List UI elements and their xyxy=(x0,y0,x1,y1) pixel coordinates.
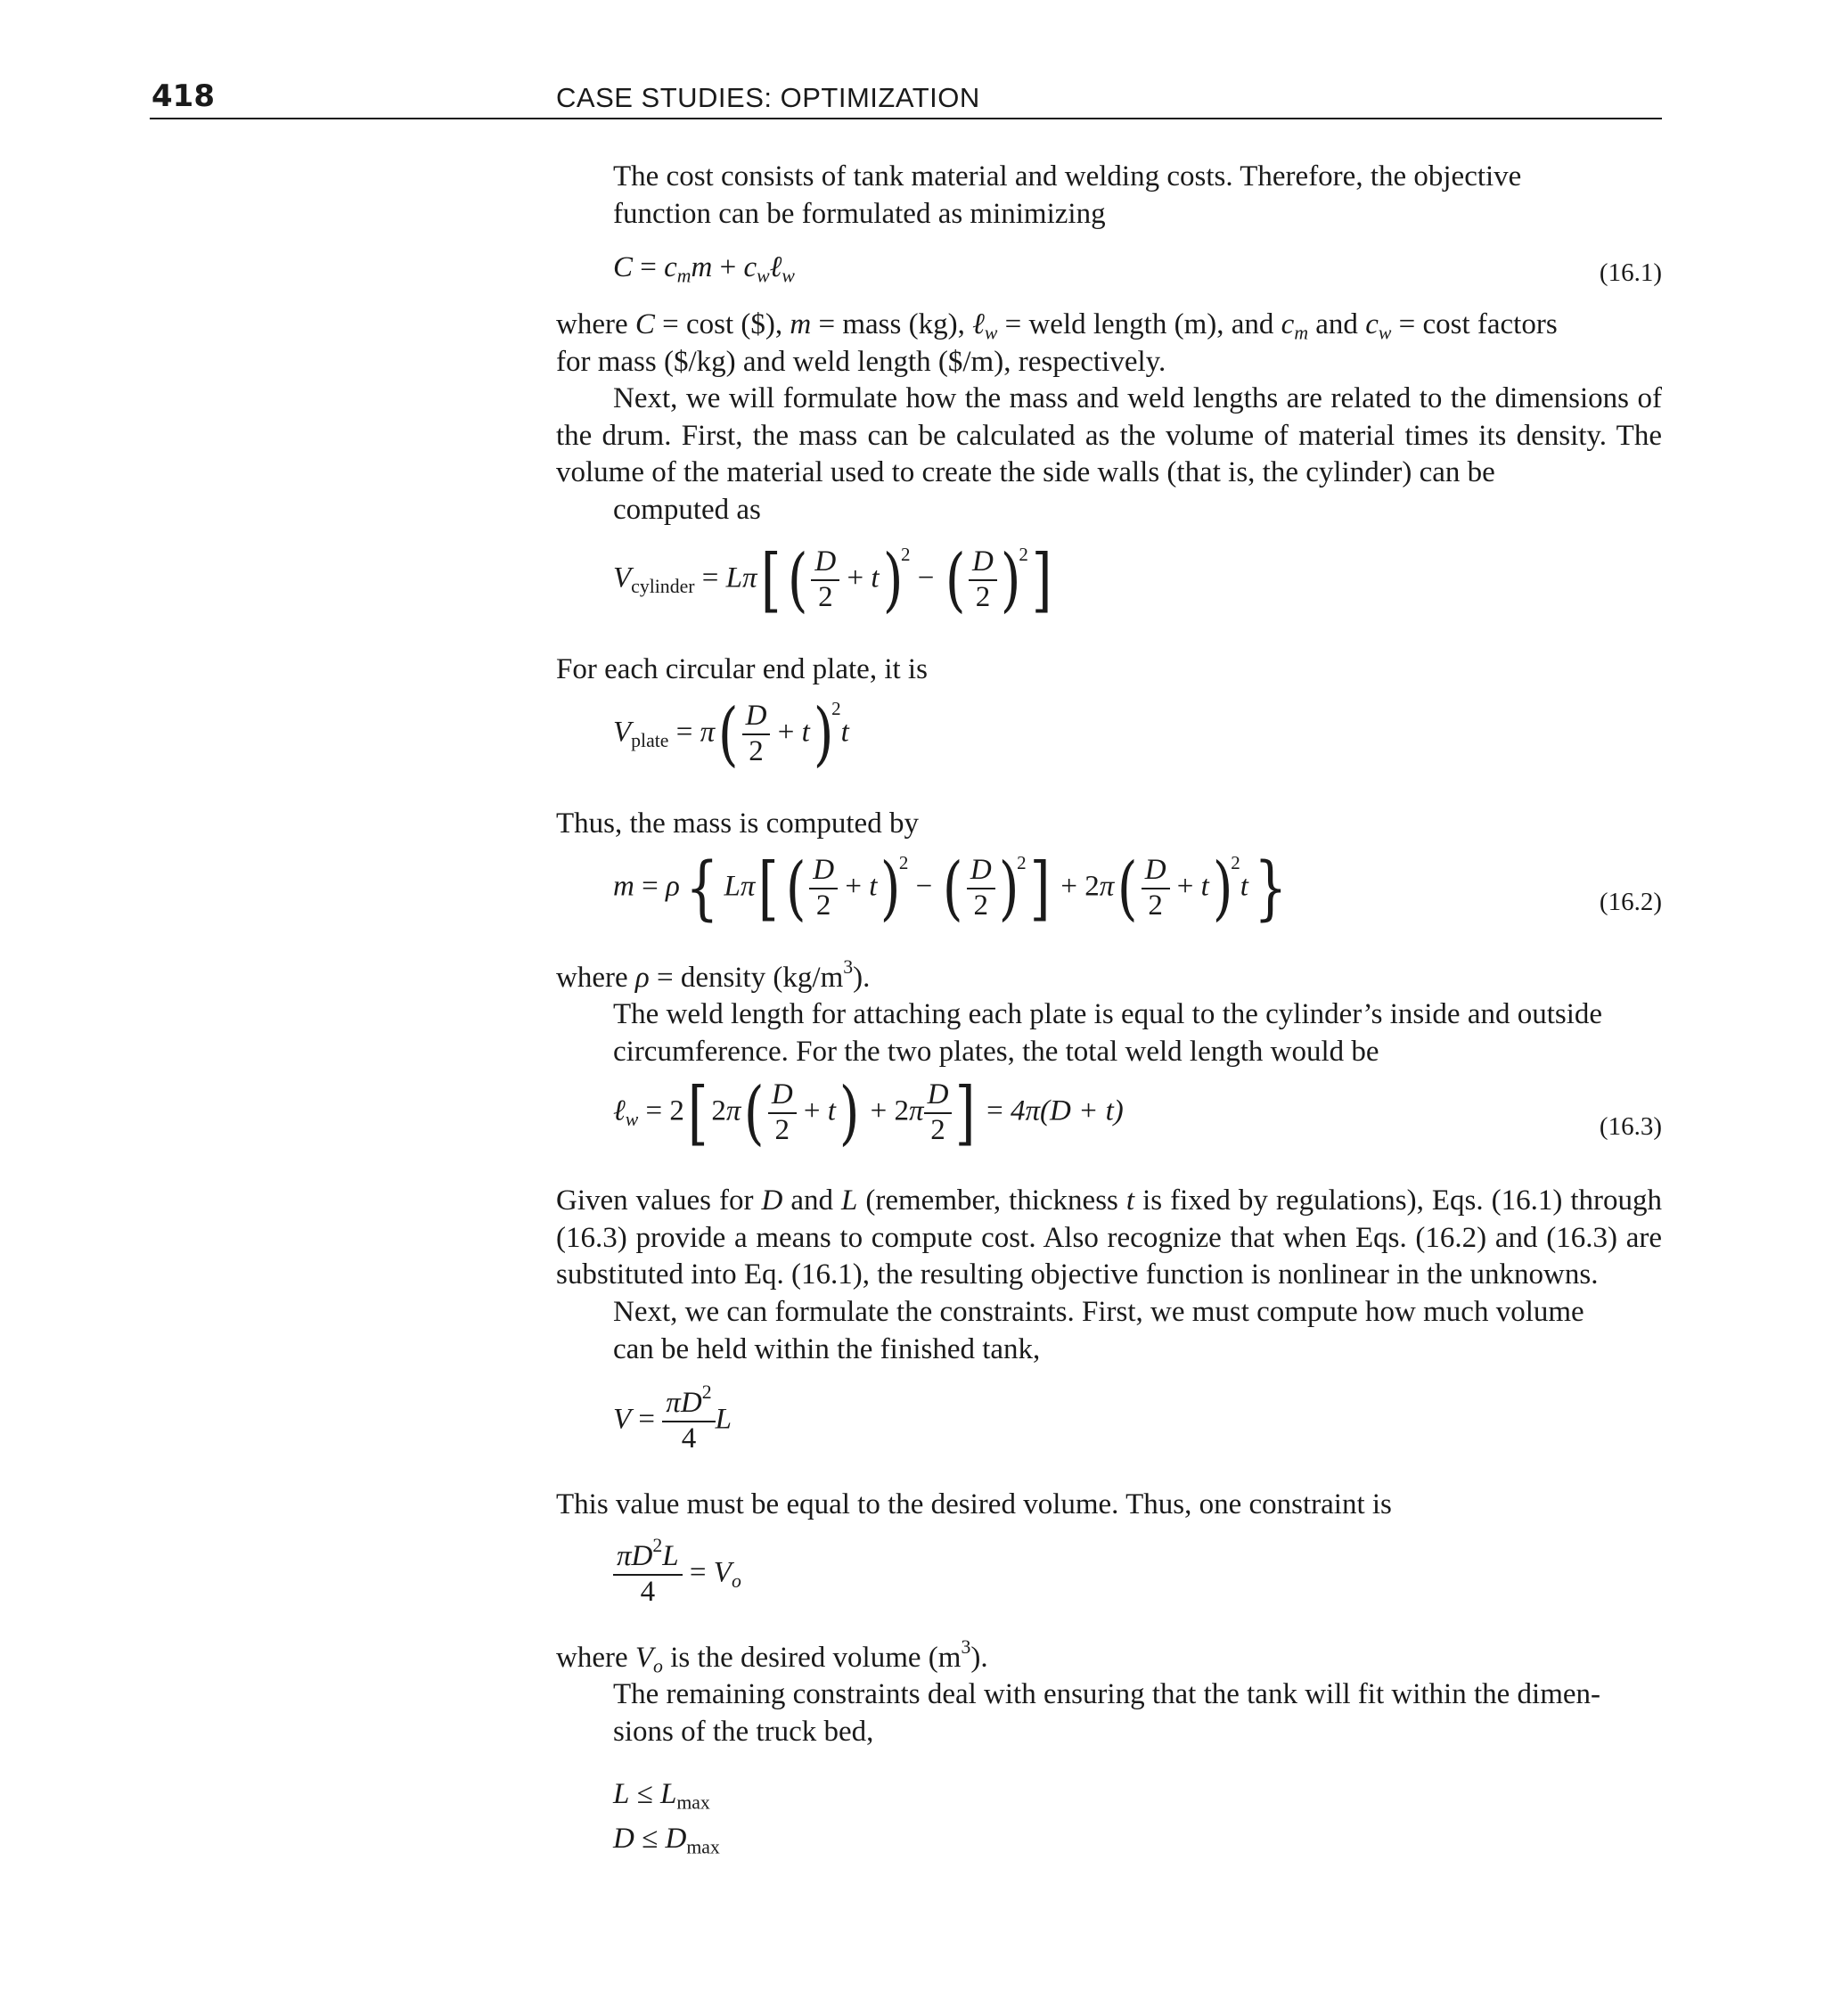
equation-diameter-constraint: $D \le D_{max}$ xyxy=(613,1823,720,1858)
paragraph-desired-volume: This value must be equal to the desired volume. Thus, one constraint is xyxy=(556,1488,1392,1520)
equation-volume-constraint: $\frac{\pi D^2L}{4}$ = $V_o$ xyxy=(613,1540,741,1610)
paragraph-density: where ρ = density $(kg/m^3)$. xyxy=(556,955,871,994)
paragraph-cost-definitions: where C = cost ($), m = mass (kg), ℓ$_w$ = weld length (m), and $c_m$ and $c_w = \cos t$ factors for mass ($/kg) and weld length ($/m), respectively. xyxy=(556,308,1558,378)
paragraph-end-plate: For each circular end plate, it is xyxy=(556,653,928,685)
paragraph-given-values: Given values for D and L (remember, thickness t is fixed by regulations), Eqs. (16.1) through (16.3) provide a means to compute cost. Also recognize that when Eqs. (16.2) and (16.3) are substituted into Eq. (16.1), the resulting objective function is nonlinear in the unknowns. xyxy=(556,1184,1662,1291)
paragraph-mass-computed: Thus, the mass is computed by xyxy=(556,807,919,840)
equation-number-16-2: (16.2) xyxy=(1599,888,1662,916)
paragraph-mass-formulation: Next, we will formulate how the mass and weld lengths are related to the dimensions of the drum. First, the mass can be calculated as the volume of material times its density. The volume of the material used to create the side walls (that is, the cylinder) can be computed as xyxy=(556,382,1662,526)
equation-16-3: ℓ$_w$ = 2[ 2π( $\frac{D}{2}$ + t) + 2π $\frac{D}{2}$ ] = 4π(D + t) xyxy=(613,1073,1124,1153)
equation-v-plate: $V_{plate} = \pi$( $\frac{D}{2}$ + t)$^2$t xyxy=(613,694,849,774)
equation-16-2: m = ρ{ Lπ[( $\frac{D}{2}$ + t)$^2$ − ( $\frac{D}{2}$ )$^2$] + 2π( $\frac{D}{2}$ + t)$^2$t} xyxy=(613,848,1288,929)
paragraph-vo-definition: where $V_o$ is the desired volume $(m^3)$. xyxy=(556,1635,988,1677)
paragraph-constraints: Next, we can formulate the constraints. First, we must compute how much volume can be held within the finished tank, xyxy=(613,1296,1584,1365)
equation-number-16-1: (16.1) xyxy=(1599,258,1662,287)
equation-v-cylinder: $V_{cylinder} = L\pi$[( $\frac{D}{2}$ + t)$^2$ − ( $\frac{D}{2}$ )$^2$] xyxy=(613,540,1052,620)
running-title: CASE STUDIES: OPTIMIZATION xyxy=(556,82,980,113)
paragraph-objective-intro: The cost consists of tank material and welding costs. Therefore, the objective function can be formulated as minimizing xyxy=(613,160,1522,230)
paragraph-weld-length: The weld length for attaching each plate is equal to the cylinder’s inside and outside circumference. For the two plates, the total weld length would be xyxy=(613,998,1603,1068)
equation-16-1: $C = c_mm$ + $c_w\ell_w$ xyxy=(613,251,795,287)
page-number: 418 xyxy=(151,78,215,114)
equation-length-constraint: $L \le L_{max}$ xyxy=(613,1778,710,1814)
equation-number-16-3: (16.3) xyxy=(1599,1112,1662,1141)
header-rule xyxy=(150,118,1662,119)
paragraph-truck-bed: The remaining constraints deal with ensuring that the tank will fit within the dimen- sions of the truck bed, xyxy=(613,1678,1600,1748)
equation-tank-volume: V = $\frac{\pi D^2}{4}$ L xyxy=(613,1381,732,1455)
